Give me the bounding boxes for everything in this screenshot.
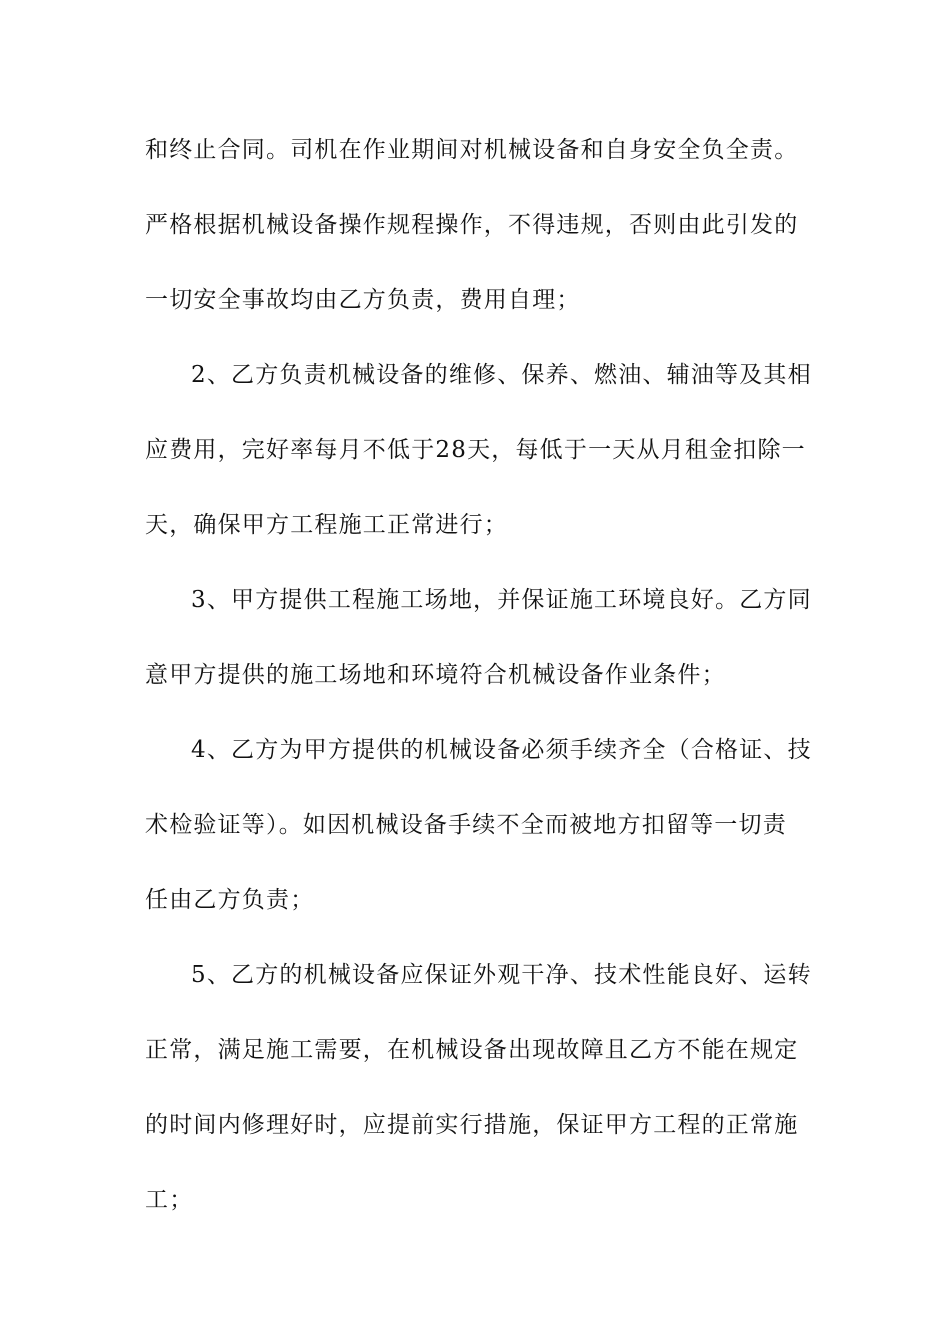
text-line: 和终止合同。司机在作业期间对机械设备和自身安全负全责。 [145,137,799,163]
text-line: 天，确保甲方工程施工正常进行； [145,512,508,538]
text-line: 3、甲方提供工程施工场地，并保证施工环境良好。乙方同 [191,587,812,613]
text-line: 任由乙方负责； [145,887,315,913]
text-line: 2、乙方负责机械设备的维修、保养、燃油、辅油等及其相 [191,362,812,388]
text-line: 工； [145,1187,194,1213]
text-line: 的时间内修理好时，应提前实行措施，保证甲方工程的正常施 [145,1112,799,1138]
text-line: 术检验证等）。如因机械设备手续不全而被地方扣留等一切责 [145,812,787,838]
text-line: 正常，满足施工需要，在机械设备出现故障且乙方不能在规定 [145,1037,799,1063]
text-line: 意甲方提供的施工场地和环境符合机械设备作业条件； [145,662,726,688]
text-line: 一切安全事故均由乙方负责，费用自理； [145,287,581,313]
text-line: 应费用，完好率每月不低于28天，每低于一天从月租金扣除一 [145,437,806,463]
text-line: 严格根据机械设备操作规程操作，不得违规，否则由此引发的 [145,212,799,238]
text-line: 4、乙方为甲方提供的机械设备必须手续齐全（合格证、技 [191,737,812,763]
text-line: 5、乙方的机械设备应保证外观干净、技术性能良好、运转 [191,962,812,988]
